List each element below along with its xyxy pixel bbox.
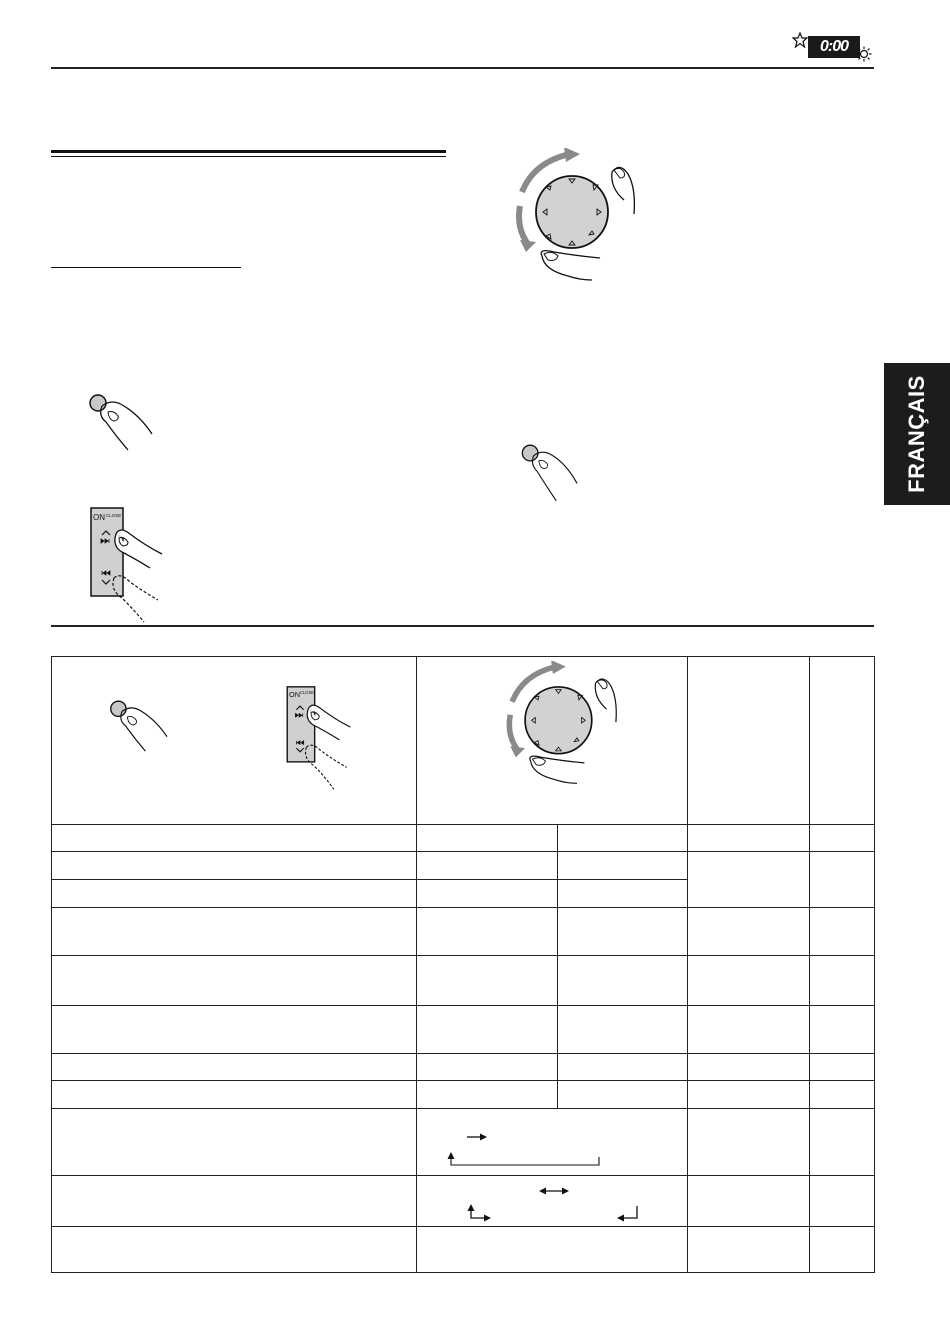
sun-icon <box>856 46 872 62</box>
header-cell-controls <box>52 657 417 825</box>
control-dial-illustration <box>508 148 648 284</box>
subsection-rule <box>51 267 241 268</box>
table-row <box>52 908 875 956</box>
remote-icon-illustration <box>284 685 360 793</box>
table-header-row <box>52 657 875 825</box>
cycle-arrow-icon <box>441 1127 611 1171</box>
button-press-illustration-right <box>516 440 586 506</box>
remote-on-label: ON <box>93 513 105 522</box>
rotate-arrow-icon <box>520 240 536 252</box>
section-rule <box>51 625 874 627</box>
table-row <box>52 956 875 1006</box>
button-icon-illustration <box>104 695 176 755</box>
language-tab <box>884 363 950 505</box>
language-tab-label: FRANÇAIS <box>904 375 930 493</box>
remote-on-label-small: ON <box>289 689 301 699</box>
header-rule <box>51 67 874 69</box>
cycle-diagram-cell <box>417 1109 688 1176</box>
toggle-diagram-cell <box>417 1176 688 1227</box>
dial-icon-illustration <box>499 661 629 787</box>
remote-close-label-small: CLOSE <box>300 690 314 696</box>
header-cell-dial <box>417 657 688 825</box>
rotate-arrow-icon <box>564 148 580 162</box>
settings-table <box>51 656 875 1273</box>
table-row <box>52 1081 875 1109</box>
clock-indicator <box>796 34 872 62</box>
section-title-rule <box>51 150 446 157</box>
table-row <box>52 1227 875 1273</box>
header-cell-4 <box>688 657 810 825</box>
toggle-arrow-icon <box>457 1182 647 1222</box>
table-row <box>52 1176 875 1227</box>
table-row <box>52 1006 875 1054</box>
star-icon <box>792 32 808 48</box>
table-row <box>52 825 875 852</box>
header-cell-5 <box>810 657 875 825</box>
table-row <box>52 852 875 880</box>
remote-close-label: CLOSE <box>106 513 122 518</box>
remote-control-illustration <box>88 506 170 624</box>
clock-display: 0:00 <box>808 36 860 58</box>
table-row <box>52 1109 875 1176</box>
table-row <box>52 1054 875 1081</box>
button-press-illustration <box>82 388 162 454</box>
